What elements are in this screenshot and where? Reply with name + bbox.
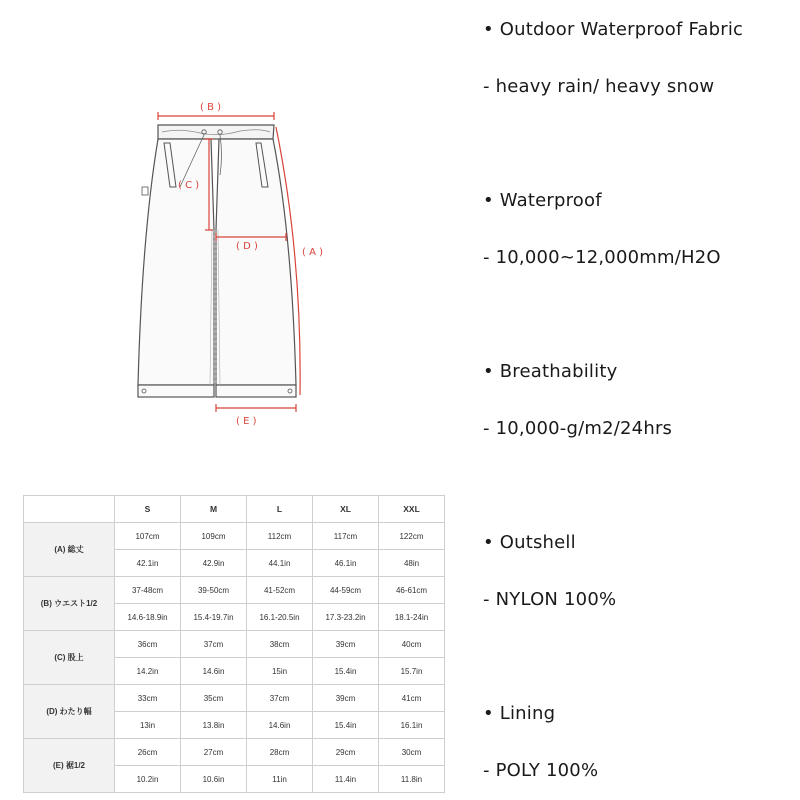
table-cell: 37-48cm	[115, 577, 181, 604]
label-e: ( E )	[236, 416, 257, 427]
table-cell: 38cm	[247, 631, 313, 658]
table-cell: 14.6in	[247, 712, 313, 739]
table-cell: 39cm	[313, 631, 379, 658]
size-header: L	[247, 496, 313, 523]
table-cell: 44.1in	[247, 550, 313, 577]
table-cell: 11.8in	[379, 766, 445, 793]
table-row	[24, 577, 445, 604]
spec-outshell-detail: - NYLON 100%	[483, 589, 617, 610]
table-cell: 10.2in	[115, 766, 181, 793]
table-cell: 40cm	[379, 631, 445, 658]
size-header: XXL	[379, 496, 445, 523]
table-cell: 42.1in	[115, 550, 181, 577]
table-cell: 15.4-19.7in	[181, 604, 247, 631]
table-cell: 11.4in	[313, 766, 379, 793]
table-cell: 14.2in	[115, 658, 181, 685]
spec-fabric-title: • Outdoor Waterproof Fabric	[483, 19, 744, 40]
table-cell: 14.6-18.9in	[115, 604, 181, 631]
table-cell: 15.4in	[313, 658, 379, 685]
row-label-e: (E) 裾1/2	[24, 739, 115, 793]
row-label-c: (C) 股上	[24, 631, 115, 685]
table-cell: 37cm	[247, 685, 313, 712]
table-cell: 46-61cm	[379, 577, 445, 604]
table-cell: 11in	[247, 766, 313, 793]
table-cell: 35cm	[181, 685, 247, 712]
table-cell: 122cm	[379, 523, 445, 550]
table-cell: 15.4in	[313, 712, 379, 739]
table-cell: 16.1-20.5in	[247, 604, 313, 631]
table-cell: 29cm	[313, 739, 379, 766]
size-table	[23, 495, 445, 793]
size-header: S	[115, 496, 181, 523]
table-row	[24, 739, 445, 766]
table-cell: 10.6in	[181, 766, 247, 793]
table-cell: 27cm	[181, 739, 247, 766]
size-header-row	[24, 496, 445, 523]
table-cell: 15.7in	[379, 658, 445, 685]
spec-lining-detail: - POLY 100%	[483, 760, 599, 781]
table-row	[24, 685, 445, 712]
spec-waterproof-detail: - 10,000~12,000mm/H2O	[483, 247, 721, 268]
table-cell: 30cm	[379, 739, 445, 766]
table-cell: 107cm	[115, 523, 181, 550]
label-d: ( D )	[236, 241, 258, 252]
table-cell: 41cm	[379, 685, 445, 712]
pants-diagram	[120, 95, 350, 435]
left-leg	[138, 139, 214, 385]
table-cell: 14.6in	[181, 658, 247, 685]
table-cell: 37cm	[181, 631, 247, 658]
table-cell: 117cm	[313, 523, 379, 550]
table-cell: 36cm	[115, 631, 181, 658]
table-cell: 15in	[247, 658, 313, 685]
table-cell: 18.1-24in	[379, 604, 445, 631]
spec-waterproof-title: • Waterproof	[483, 190, 602, 211]
row-label-b: (B) ウエスト1/2	[24, 577, 115, 631]
spec-fabric-detail: - heavy rain/ heavy snow	[483, 76, 715, 97]
table-cell: 17.3-23.2in	[313, 604, 379, 631]
table-cell: 112cm	[247, 523, 313, 550]
table-cell: 13.8in	[181, 712, 247, 739]
spec-outshell-title: • Outshell	[483, 532, 576, 553]
table-row	[24, 631, 445, 658]
table-cell: 109cm	[181, 523, 247, 550]
spec-lining-title: • Lining	[483, 703, 556, 724]
size-header: M	[181, 496, 247, 523]
table-cell: 28cm	[247, 739, 313, 766]
table-cell: 46.1in	[313, 550, 379, 577]
table-cell: 33cm	[115, 685, 181, 712]
header-corner	[24, 496, 115, 523]
table-cell: 16.1in	[379, 712, 445, 739]
row-label-a: (A) 総丈	[24, 523, 115, 577]
label-c: ( C )	[178, 180, 200, 191]
spec-breathability-title: • Breathability	[483, 361, 618, 382]
spec-breathability-detail: - 10,000-g/m2/24hrs	[483, 418, 673, 439]
table-cell: 48in	[379, 550, 445, 577]
table-cell: 44-59cm	[313, 577, 379, 604]
row-label-d: (D) わたり幅	[24, 685, 115, 739]
size-header: XL	[313, 496, 379, 523]
table-cell: 26cm	[115, 739, 181, 766]
table-cell: 41-52cm	[247, 577, 313, 604]
table-cell: 39cm	[313, 685, 379, 712]
table-cell: 42.9in	[181, 550, 247, 577]
table-cell: 39-50cm	[181, 577, 247, 604]
label-b: ( B )	[200, 102, 222, 113]
label-a: ( A )	[302, 247, 324, 258]
right-leg	[216, 139, 296, 385]
waistband	[158, 125, 274, 139]
table-cell: 13in	[115, 712, 181, 739]
table-row	[24, 523, 445, 550]
